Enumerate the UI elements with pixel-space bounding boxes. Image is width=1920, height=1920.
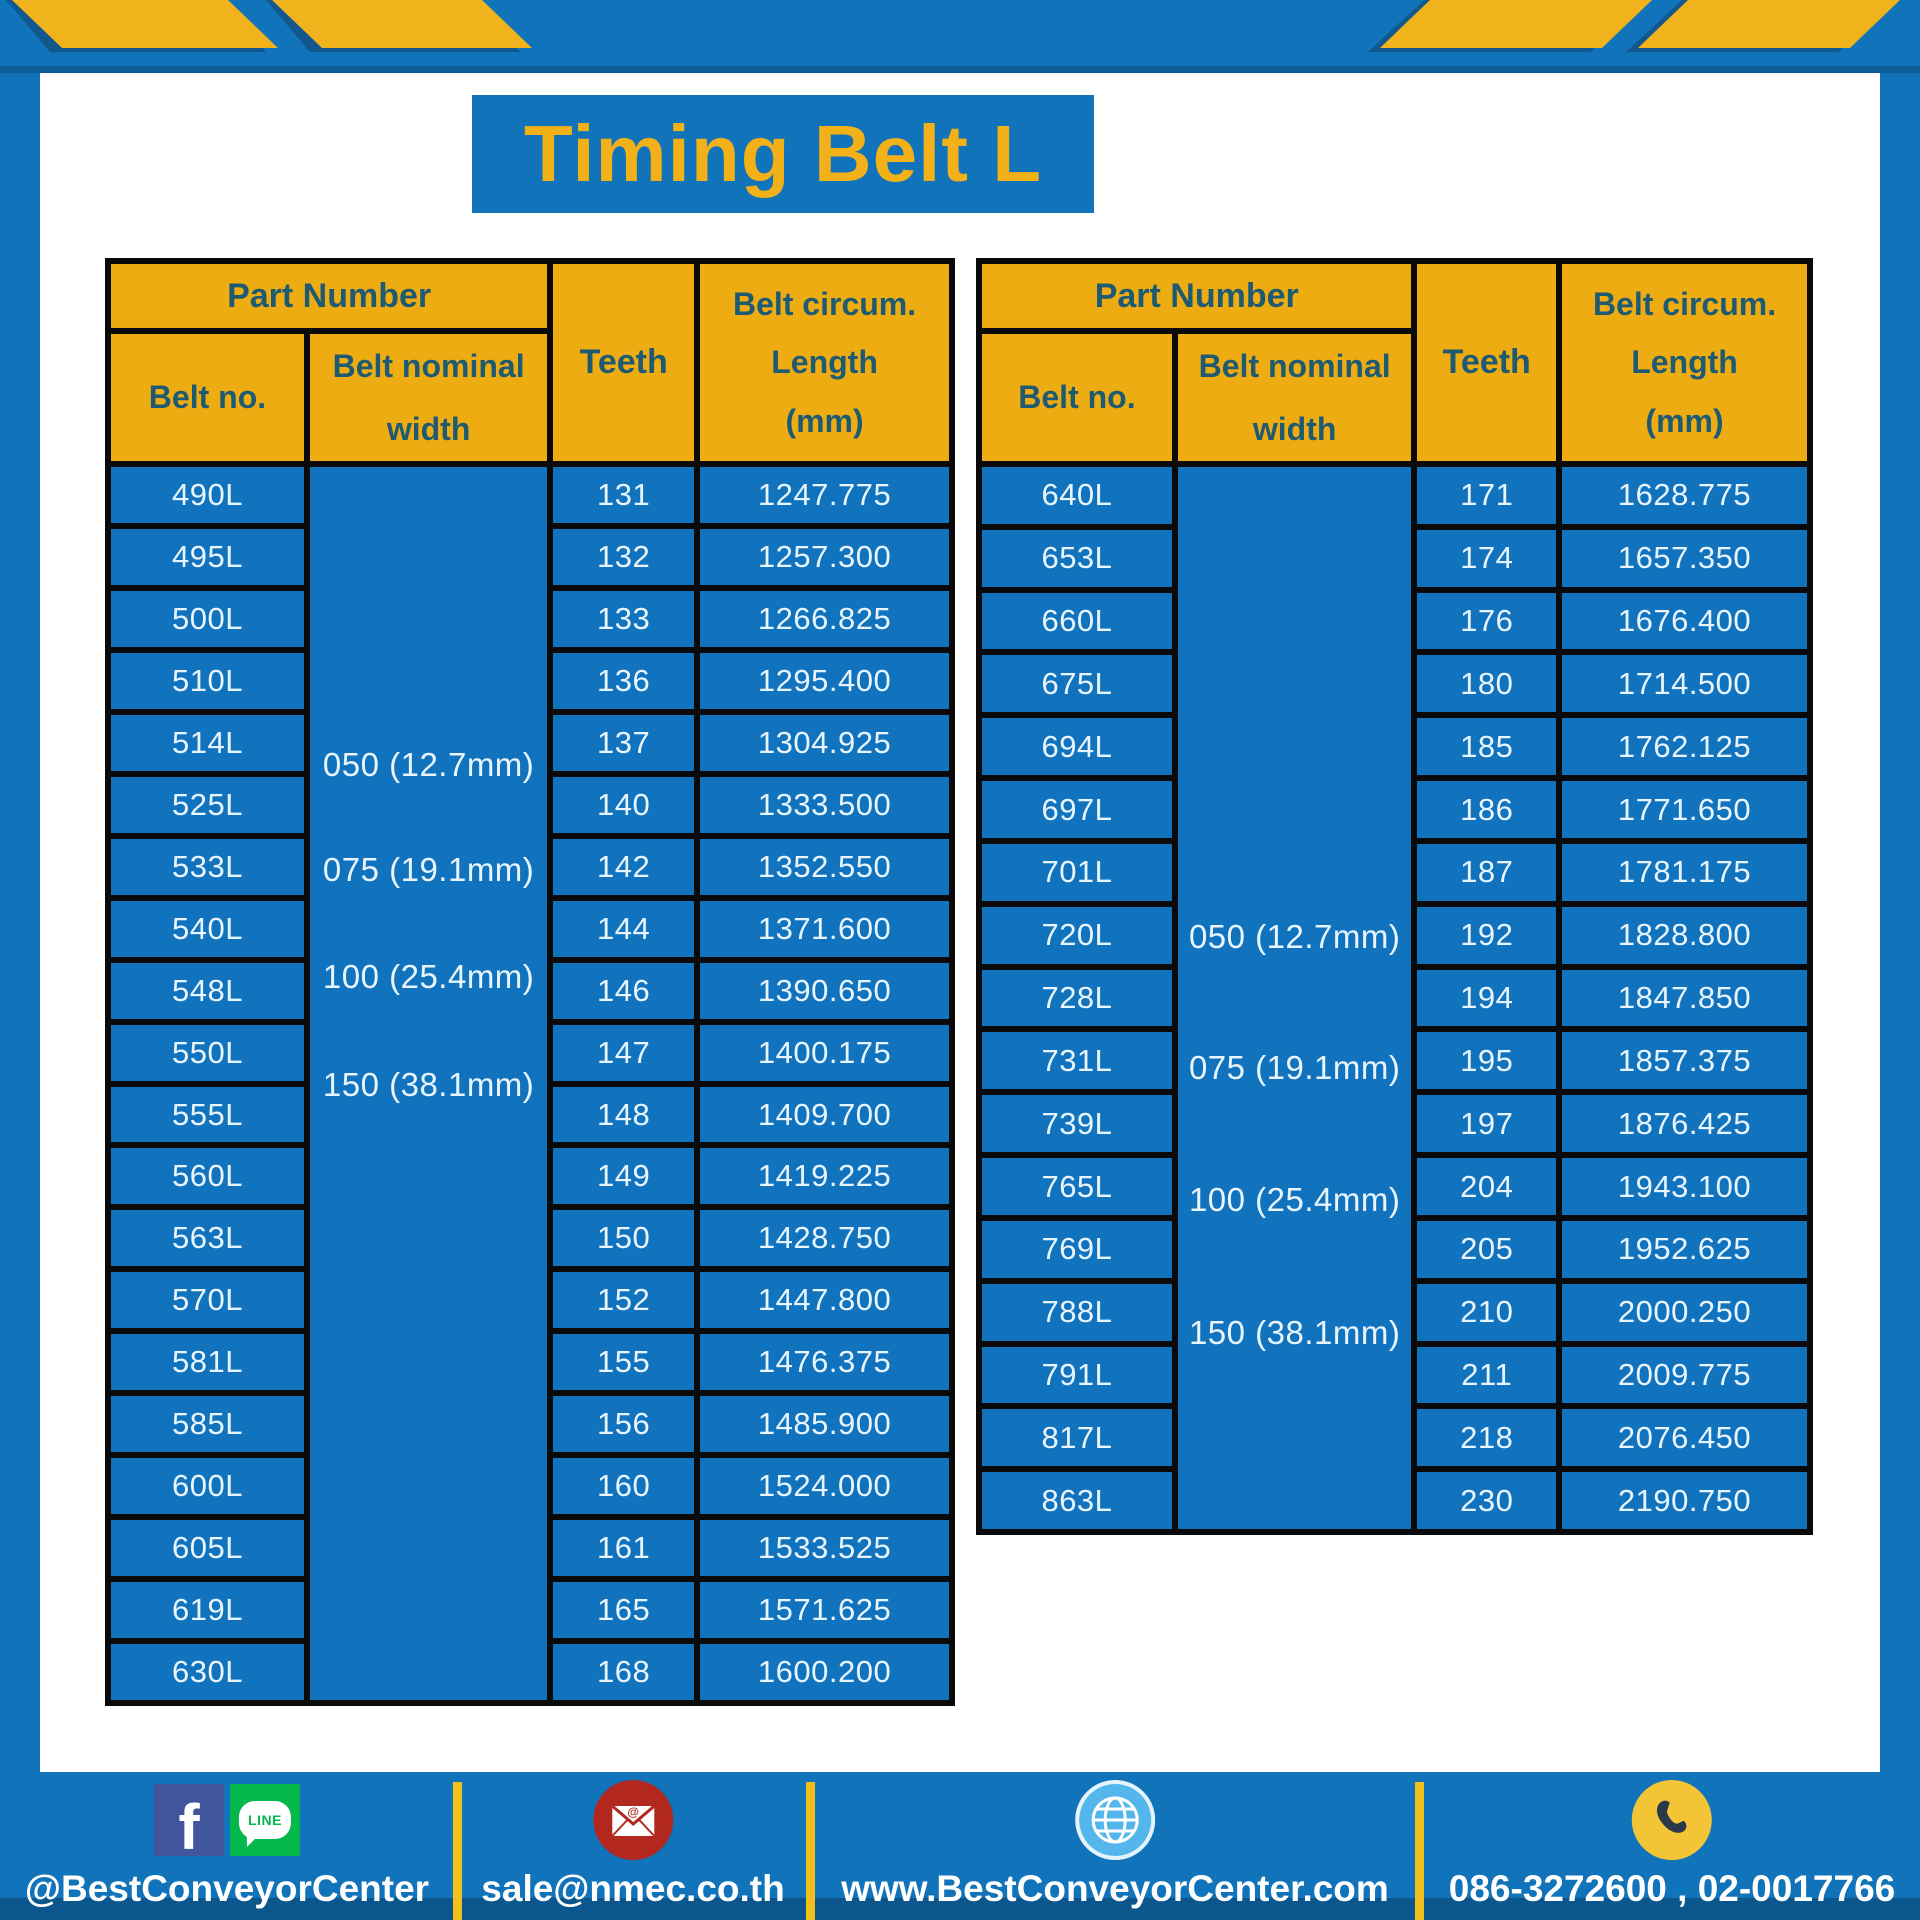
length-cell: 1371.600 [700,901,949,957]
length-cell: 1428.750 [700,1210,949,1266]
belt-no-cell: 525L [111,777,304,833]
length-cell: 1952.625 [1562,1221,1807,1278]
length-cell: 1247.775 [700,467,949,523]
length-cell: 2000.250 [1562,1284,1807,1341]
length-cell: 1390.650 [700,963,949,1019]
teeth-cell: 152 [553,1272,694,1328]
teeth-cell: 160 [553,1458,694,1514]
belt-width-label: 150 (38.1mm) [1188,1313,1401,1351]
footer-social-section [25,1780,429,1910]
belt-no-cell: 563L [111,1210,304,1266]
header-circum-line2: Length [1631,344,1738,380]
header-part-number: Part Number [982,264,1411,328]
spec-table-right [976,258,1813,1535]
teeth-cell: 194 [1417,970,1556,1027]
length-cell: 1828.800 [1562,907,1807,964]
length-cell: 1714.500 [1562,655,1807,712]
belt-no-cell: 660L [982,593,1172,650]
belt-no-cell: 514L [111,715,304,771]
table-body [982,467,1807,1529]
teeth-cell: 174 [1417,530,1556,587]
length-cell: 1771.650 [1562,781,1807,838]
teeth-cell: 144 [553,901,694,957]
belt-no-cell: 739L [982,1095,1172,1152]
length-cell: 1409.700 [700,1087,949,1143]
teeth-cell: 176 [1417,593,1556,650]
belt-no-cell: 653L [982,530,1172,587]
belt-no-cell: 490L [111,467,304,523]
teeth-cell: 140 [553,777,694,833]
teeth-cell: 205 [1417,1221,1556,1278]
line-label: LINE [248,1812,282,1828]
belt-no-cell: 765L [982,1158,1172,1215]
length-cell: 1485.900 [700,1396,949,1452]
phone-icon [1632,1780,1712,1860]
teeth-cell: 230 [1417,1472,1556,1529]
belt-no-cell: 560L [111,1148,304,1204]
facebook-letter: f [178,1791,200,1856]
globe-icon-wrap [1075,1780,1155,1860]
teeth-cell: 187 [1417,844,1556,901]
belt-no-cell: 728L [982,970,1172,1027]
globe-glyph [1087,1792,1143,1848]
length-cell: 1419.225 [700,1148,949,1204]
length-cell: 1266.825 [700,591,949,647]
phone-glyph [1650,1798,1694,1842]
table-header [982,264,1807,461]
header-teeth: Teeth [1417,264,1556,461]
length-cell: 1676.400 [1562,593,1807,650]
header-circum-line3: (mm) [1645,402,1724,439]
belt-no-cell: 605L [111,1520,304,1576]
header-belt-circum-length [1562,264,1807,461]
length-cell: 1476.375 [700,1334,949,1390]
teeth-cell: 180 [1417,655,1556,712]
belt-no-cell: 697L [982,781,1172,838]
teeth-column [553,467,694,1700]
belt-no-cell: 550L [111,1025,304,1081]
header-circum-line1: Belt circum. [1592,285,1777,322]
length-cell: 1943.100 [1562,1158,1807,1215]
belt-no-cell: 581L [111,1334,304,1390]
length-cell: 2076.450 [1562,1409,1807,1466]
length-cell: 1781.175 [1562,844,1807,901]
belt-no-cell: 540L [111,901,304,957]
belt-no-cell: 731L [982,1032,1172,1089]
svg-text:@: @ [627,1805,639,1819]
teeth-cell: 132 [553,529,694,585]
globe-icon [1075,1780,1155,1860]
website-url: www.BestConveyorCenter.com [841,1868,1389,1909]
line-bubble [239,1801,291,1839]
teeth-cell: 150 [553,1210,694,1266]
belt-width-label: 075 (19.1mm) [322,851,535,889]
spec-table-left [105,258,955,1706]
belt-no-cell: 630L [111,1644,304,1700]
header-belt-nominal-width [310,334,547,461]
header-teeth: Teeth [553,264,694,461]
header-circum-line3: (mm) [785,402,864,439]
length-cell: 1333.500 [700,777,949,833]
header-part-number: Part Number [111,264,547,328]
hazard-stripes [0,0,1920,52]
teeth-cell: 155 [553,1334,694,1390]
length-cell: 1600.200 [700,1644,949,1700]
footer-email-section [481,1780,784,1910]
footer-divider [453,1782,462,1920]
header-belt-no: Belt no. [111,334,304,461]
belt-width-column [310,467,547,1700]
length-cell: 2190.750 [1562,1472,1807,1529]
length-cell: 1657.350 [1562,530,1807,587]
teeth-cell: 197 [1417,1095,1556,1152]
belt-no-cell: 769L [982,1221,1172,1278]
belt-no-cell: 788L [982,1284,1172,1341]
teeth-cell: 136 [553,653,694,709]
teeth-cell: 168 [553,1644,694,1700]
header-width-line1: Belt nominal [1198,347,1391,384]
belt-no-cell: 640L [982,467,1172,524]
length-cell: 1847.850 [1562,970,1807,1027]
belt-no-cell: 720L [982,907,1172,964]
table-body [111,467,949,1700]
length-cell: 1447.800 [700,1272,949,1328]
page-title: Timing Belt L [523,109,1043,198]
belt-width-label: 150 (38.1mm) [322,1065,535,1103]
length-cell: 1400.175 [700,1025,949,1081]
teeth-cell: 171 [1417,467,1556,524]
belt-no-column [982,467,1172,1529]
teeth-cell: 211 [1417,1347,1556,1404]
belt-width-label: 050 (12.7mm) [322,746,535,784]
length-cell: 2009.775 [1562,1347,1807,1404]
footer-website-section [841,1780,1389,1910]
belt-no-cell: 500L [111,591,304,647]
teeth-cell: 146 [553,963,694,1019]
length-cell: 1857.375 [1562,1032,1807,1089]
belt-no-cell: 863L [982,1472,1172,1529]
teeth-column [1417,467,1556,1529]
line-icon [230,1784,300,1856]
header-circum-line1: Belt circum. [732,285,917,322]
mail-icon [593,1780,673,1860]
top-band-shadow-line [0,66,1920,73]
belt-no-cell: 600L [111,1458,304,1514]
belt-no-cell: 548L [111,963,304,1019]
belt-no-cell: 619L [111,1582,304,1638]
length-column [1562,467,1807,1529]
belt-no-cell: 675L [982,655,1172,712]
belt-no-cell: 570L [111,1272,304,1328]
belt-no-cell: 533L [111,839,304,895]
teeth-cell: 204 [1417,1158,1556,1215]
belt-no-cell: 510L [111,653,304,709]
teeth-cell: 149 [553,1148,694,1204]
header-belt-no: Belt no. [982,334,1172,461]
teeth-cell: 192 [1417,907,1556,964]
length-column [700,467,949,1700]
teeth-cell: 142 [553,839,694,895]
header-belt-nominal-width [1178,334,1412,461]
teeth-cell: 161 [553,1520,694,1576]
header-circum-line2: Length [771,344,878,380]
teeth-cell: 165 [553,1582,694,1638]
title-box [472,95,1094,213]
teeth-cell: 218 [1417,1409,1556,1466]
header-belt-circum-length [700,264,949,461]
length-cell: 1533.525 [700,1520,949,1576]
length-cell: 1876.425 [1562,1095,1807,1152]
phone-icon-wrap [1632,1780,1712,1860]
belt-no-cell: 555L [111,1087,304,1143]
teeth-cell: 148 [553,1087,694,1143]
envelope-glyph [610,1800,656,1840]
email-icon-wrap [593,1780,673,1860]
length-cell: 1524.000 [700,1458,949,1514]
length-cell: 1257.300 [700,529,949,585]
teeth-cell: 195 [1417,1032,1556,1089]
belt-width-label: 100 (25.4mm) [1188,1180,1401,1218]
phone-numbers: 086-3272600 , 02-0017766 [1448,1868,1896,1909]
belt-width-label: 050 (12.7mm) [1188,918,1401,956]
teeth-cell: 186 [1417,781,1556,838]
belt-no-cell: 701L [982,844,1172,901]
belt-width-label: 075 (19.1mm) [1188,1049,1401,1087]
teeth-cell: 185 [1417,718,1556,775]
teeth-cell: 156 [553,1396,694,1452]
length-cell: 1352.550 [700,839,949,895]
social-icons [154,1780,300,1860]
belt-width-column [1178,467,1412,1529]
teeth-cell: 147 [553,1025,694,1081]
teeth-cell: 133 [553,591,694,647]
length-cell: 1571.625 [700,1582,949,1638]
header-width-line2: width [1252,410,1337,447]
length-cell: 1304.925 [700,715,949,771]
belt-no-cell: 817L [982,1409,1172,1466]
teeth-cell: 131 [553,467,694,523]
header-width-line1: Belt nominal [332,347,525,384]
teeth-cell: 210 [1417,1284,1556,1341]
footer-divider [806,1782,815,1920]
belt-no-column [111,467,304,1700]
belt-no-cell: 495L [111,529,304,585]
email-address: sale@nmec.co.th [481,1868,785,1909]
length-cell: 1295.400 [700,653,949,709]
social-handle: @BestConveyorCenter [24,1868,430,1909]
footer-phone-section [1449,1780,1895,1910]
belt-width-label: 100 (25.4mm) [322,958,535,996]
belt-no-cell: 585L [111,1396,304,1452]
length-cell: 1628.775 [1562,467,1807,524]
header-width-line2: width [386,410,471,447]
footer-divider [1415,1782,1424,1920]
belt-no-cell: 694L [982,718,1172,775]
facebook-icon [154,1784,224,1856]
table-header [111,264,949,461]
teeth-cell: 137 [553,715,694,771]
length-cell: 1762.125 [1562,718,1807,775]
belt-no-cell: 791L [982,1347,1172,1404]
